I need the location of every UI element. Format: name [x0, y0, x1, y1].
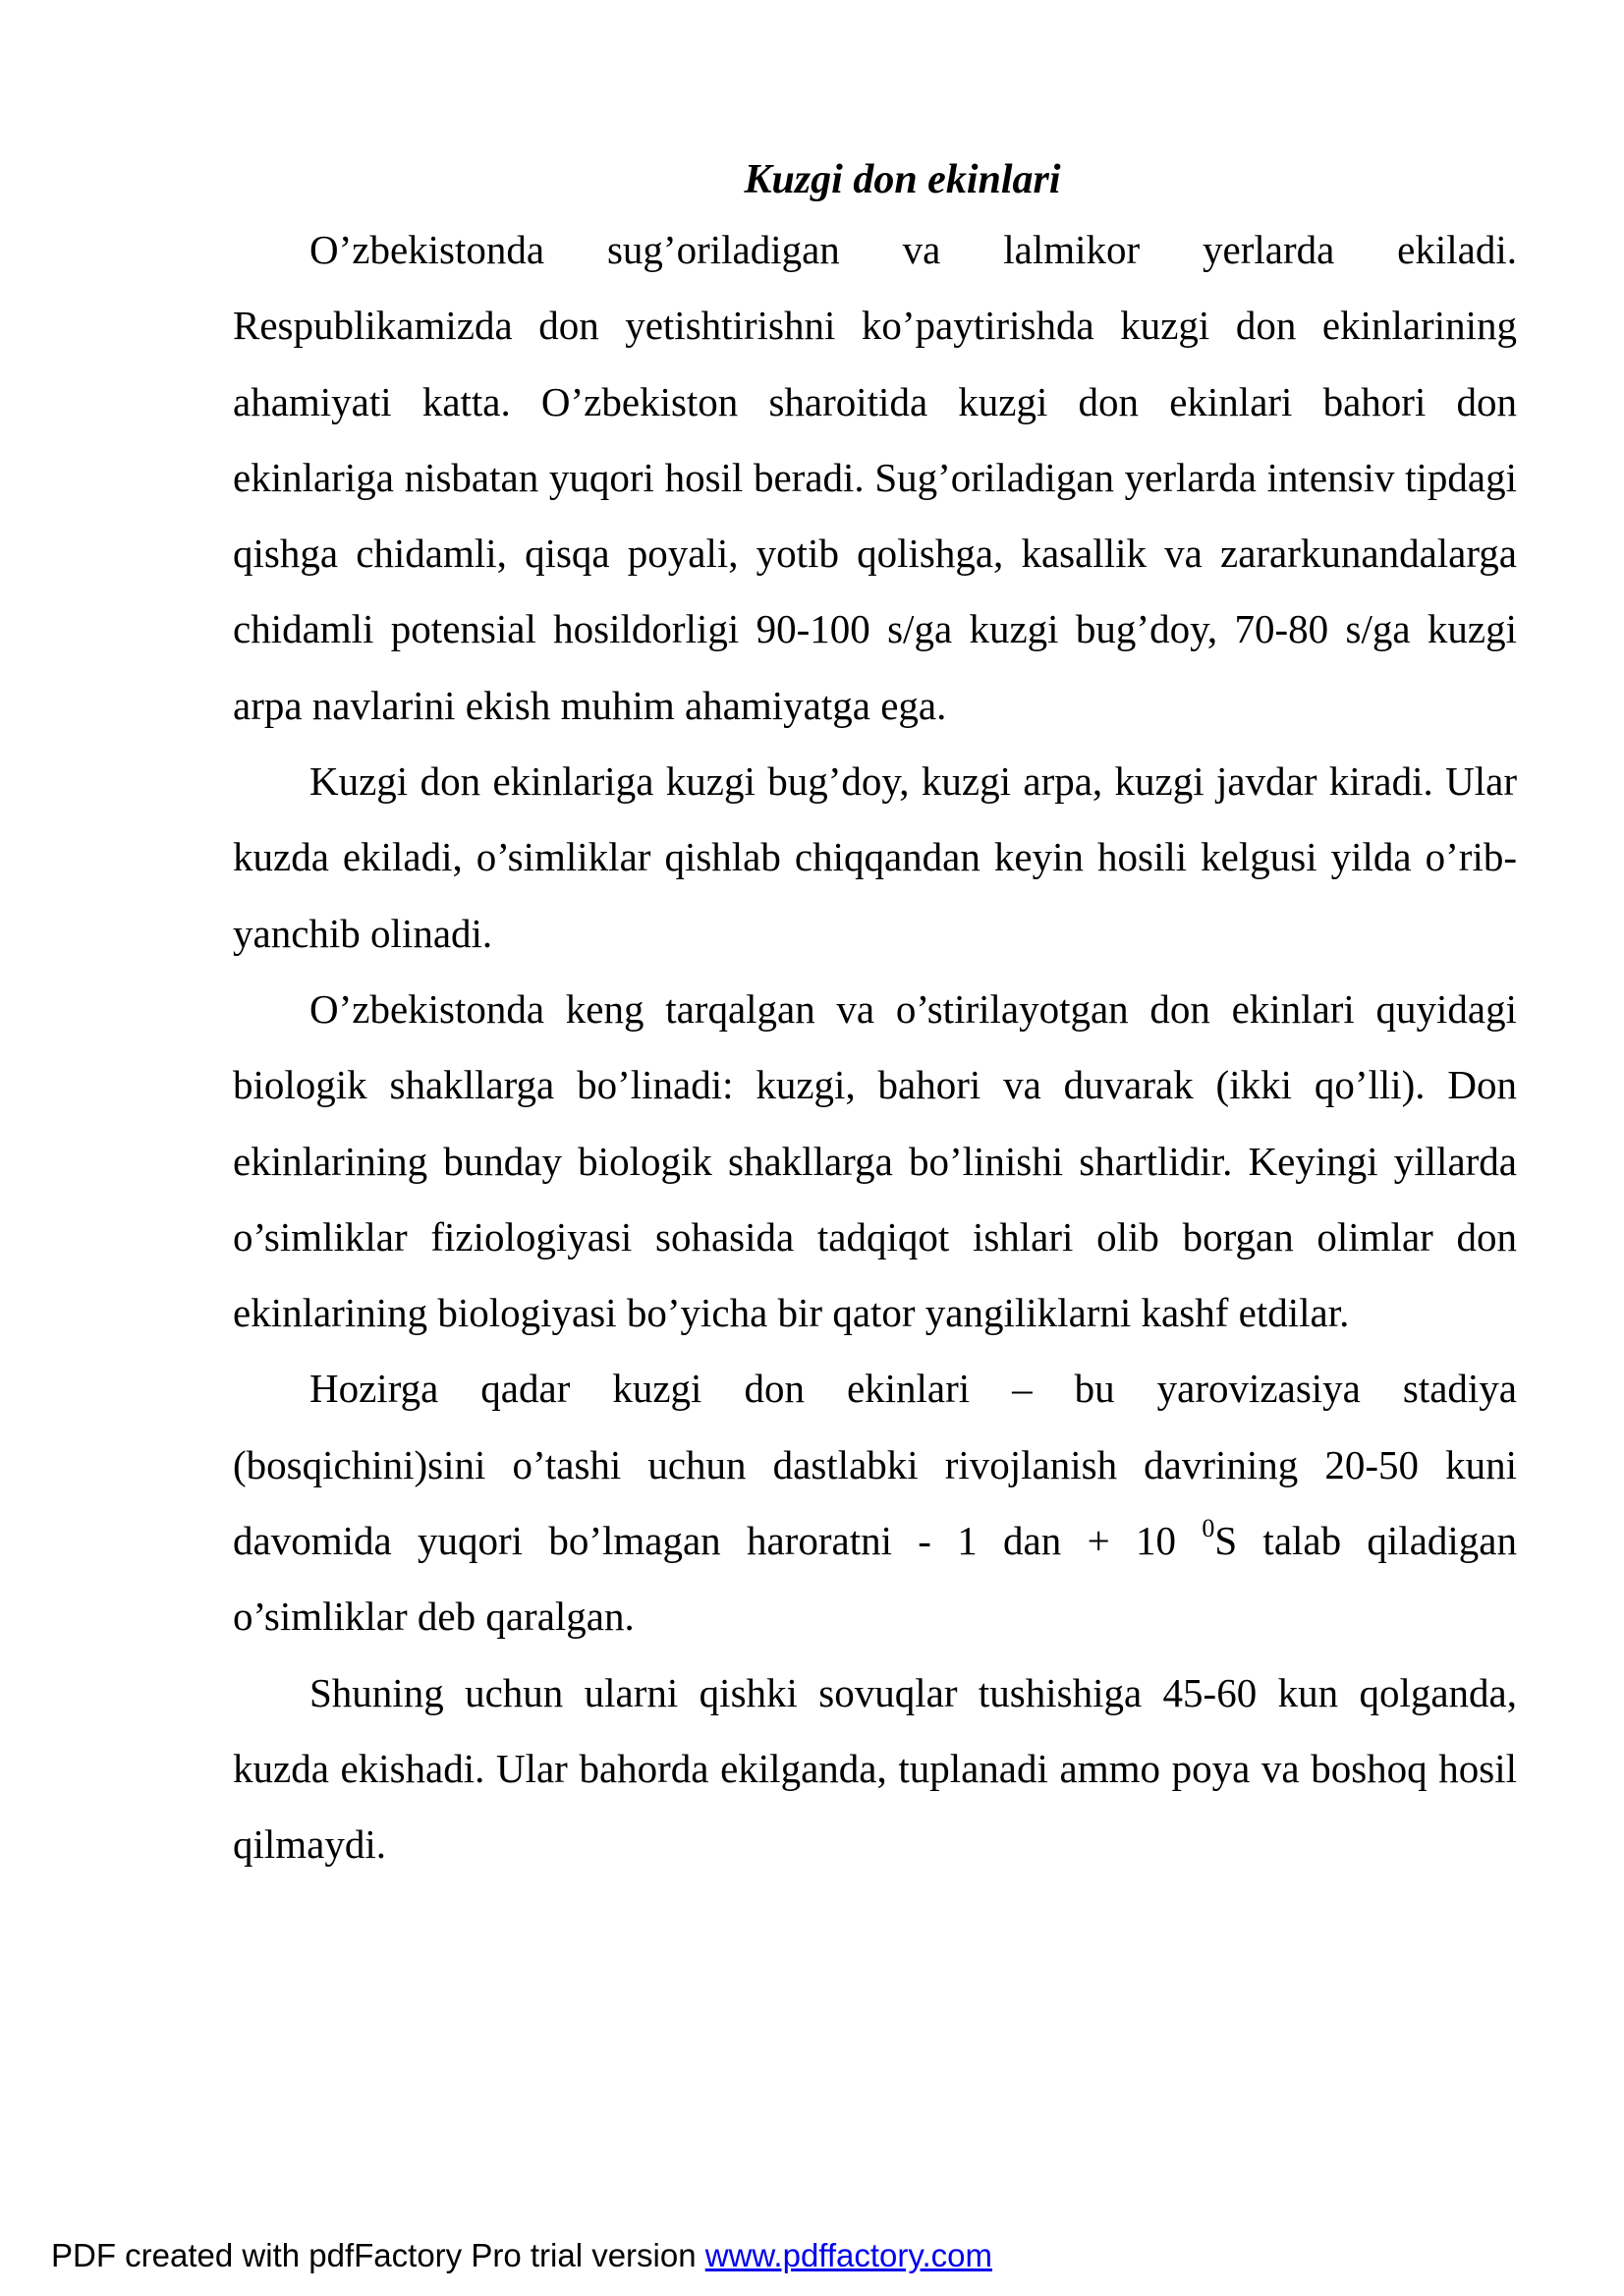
pdf-footer [51, 2237, 992, 2274]
paragraph-2: Kuzgi don ekinlariga kuzgi bug’doy, kuzgi arpa, kuzgi javdar kiradi. Ular kuzda ekiladi, o’simliklar qishlab chiqqandan keyin hosili kelgusi yilda o’rib-yanchib olinadi. [233, 758, 1517, 956]
paragraph-3: O’zbekistonda keng tarqalgan va o’stirilayotgan don ekinlari quyidagi biologik shakllarga bo’linadi: kuzgi, bahori va duvarak (ikki qo’lli). Don ekinlarining bunday biologik shakllarga bo’linishi shartlidir. Keyingi yillarda o’simliklar fiziologiyasi sohasida tadqiqot ishlari olib borgan olimlar don ekinlarining biologiyasi bo’yicha bir qator yangiliklarni kashf etdilar. [233, 985, 1517, 1336]
paragraph-4 [233, 1351, 1517, 1654]
footer-link[interactable]: www.pdffactory.com [704, 2237, 992, 2273]
paragraph-5: Shuning uchun ularni qishki sovuqlar tushishiga 45-60 kun qolganda, kuzda ekishadi. Ular bahorda ekilganda, tuplanadi ammo poya va boshoq hosil qilmaydi. [233, 1669, 1517, 1868]
document-title: Kuzgi don ekinlari [744, 157, 1061, 202]
document-page [233, 147, 1517, 1883]
degree-superscript: 0 [1202, 1514, 1215, 1543]
paragraph-4-text-after: S talab qiladigan o’simliklar deb qaralgan. [233, 1518, 1517, 1640]
paragraph-4-text-before: Hozirga qadar kuzgi don ekinlari – bu yarovizasiya stadiya (bosqichini)sini o’tashi uchun dastlabki rivojlanish davrining 20-50 kuni davomida yuqori bo’lmagan haroratni - 1 dan + 10 [233, 1366, 1517, 1564]
paragraph-1: O’zbekistonda sug’oriladigan va lalmikor yerlarda ekiladi. Respublikamizda don yetishtirishni ko’paytirishda kuzgi don ekinlarining ahamiyati katta. O’zbekiston sharoitida kuzgi don ekinlari bahori don ekinlariga nisbatan yuqori hosil beradi. Sug’oriladigan yerlarda intensiv tipdagi qishga chidamli, qisqa poyali, yotib qolishga, kasallik va zararkunandalarga chidamli potensial hosildorligi 90-100 s/ga kuzgi bug’doy, 70-80 s/ga kuzgi arpa navlarini ekish muhim ahamiyatga ega. [233, 227, 1517, 728]
footer-text: PDF created with pdfFactory Pro trial version [51, 2237, 705, 2273]
